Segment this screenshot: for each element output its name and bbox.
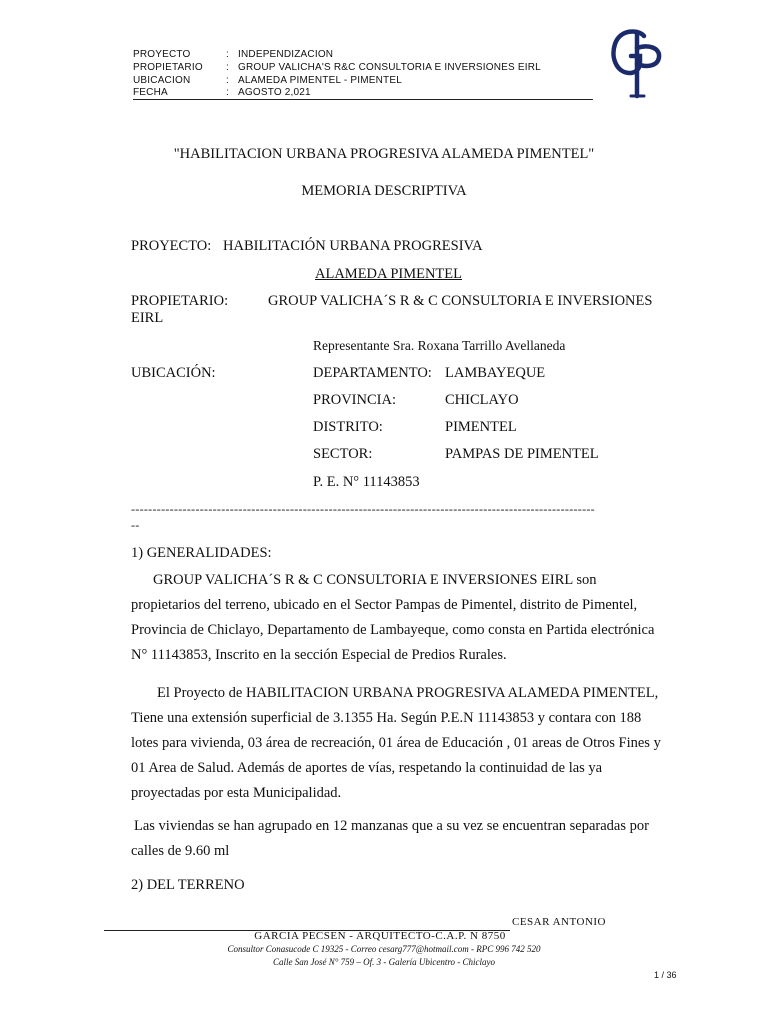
section-terreno-heading: 2) DEL TERRENO [131, 877, 245, 893]
paragraph-line: proyectadas por esta Municipalidad. [131, 785, 342, 801]
paragraph-line: calles de 9.60 ml [131, 843, 230, 859]
separator-line: ------------------------------------------------------------------------------------------------------------ [131, 502, 595, 516]
header-label-fecha: FECHA [133, 87, 168, 98]
header-value-propietario: GROUP VALICHA'S R&C CONSULTORIA E INVERSIONES EIRL [238, 62, 541, 73]
header-label-propietario: PROPIETARIO [133, 62, 203, 73]
header-value-fecha: AGOSTO 2,021 [238, 87, 311, 98]
location-value-provincia: CHICLAYO [445, 392, 519, 408]
owner-value-line1: GROUP VALICHA´S R & C CONSULTORIA E INVERSIONES [268, 293, 653, 309]
paragraph-project [131, 681, 662, 806]
header-rule [133, 99, 593, 100]
page-number: 1 / 36 [654, 970, 677, 980]
location-value-distrito: PIMENTEL [445, 419, 517, 435]
location-label: UBICACIÓN: [131, 365, 216, 381]
owner-label: PROPIETARIO: [131, 293, 229, 309]
location-key-distrito: DISTRITO: [313, 419, 383, 435]
project-label: PROYECTO: [131, 238, 212, 254]
owner-representative: Representante Sra. Roxana Tarrillo Avellaneda [313, 338, 566, 353]
location-value-sector: PAMPAS DE PIMENTEL [445, 446, 599, 462]
footer-contact: Consultor Conasucode C 19325 - Correo cesarg777@hotmail.com - RPC 996 742 520 [227, 944, 541, 954]
document-title: "HABILITACION URBANA PROGRESIVA ALAMEDA PIMENTEL" [173, 146, 595, 162]
paragraph-line: lotes para vivienda, 03 área de recreación, 01 área de Educación , 01 areas de Otros Fines y [131, 735, 661, 751]
footer-address: Calle San José N° 759 – Of. 3 - Galería Ubicentro - Chiclayo [273, 957, 495, 967]
header-value-ubicacion: ALAMEDA PIMENTEL - PIMENTEL [238, 75, 402, 86]
separator-line-continued: -- [131, 518, 140, 532]
document-subtitle: MEMORIA DESCRIPTIVA [301, 183, 467, 199]
footer-architect: GARCIA PECSEN - ARQUITECTO-C.A.P. N 8750 [254, 930, 506, 942]
header-colon: : [226, 75, 229, 86]
location-value-departamento: LAMBAYEQUE [445, 365, 546, 381]
paragraph-owners [131, 568, 662, 668]
paragraph-line: propietarios del terreno, ubicado en el Sector Pampas de Pimentel, distrito de Pimentel, [131, 597, 638, 613]
paragraph-line: GROUP VALICHA´S R & C CONSULTORIA E INVERSIONES EIRL son [153, 572, 597, 588]
paragraph-line: El Proyecto de HABILITACION URBANA PROGRESIVA ALAMEDA PIMENTEL, [157, 685, 659, 701]
location-key-departamento: DEPARTAMENTO: [313, 365, 432, 381]
location-key-provincia: PROVINCIA: [313, 392, 396, 408]
header-colon: : [226, 62, 229, 73]
signature-name: CESAR ANTONIO [512, 916, 607, 928]
gp-logo-icon [604, 26, 666, 100]
paragraph-line: N° 11143853, Inscrito en la sección Especial de Predios Rurales. [131, 647, 507, 663]
project-value-line1: HABILITACIÓN URBANA PROGRESIVA [223, 238, 483, 254]
paragraph-line: Tiene una extensión superficial de 3.1355 Ha. Según P.E.N 11143853 y contara con 188 [131, 710, 642, 726]
paragraph-manzanas [131, 814, 662, 864]
location-key-sector: SECTOR: [313, 446, 373, 462]
header-colon: : [226, 87, 229, 98]
header-label-ubicacion: UBICACION [133, 75, 191, 86]
owner-value-line2: EIRL [131, 310, 164, 326]
header-value-proyecto: INDEPENDIZACION [238, 49, 334, 60]
header-colon: : [226, 49, 229, 60]
paragraph-line: Las viviendas se han agrupado en 12 manzanas que a su vez se encuentran separadas por [134, 818, 649, 834]
location-pen: P. E. N° 11143853 [313, 474, 420, 490]
paragraph-line: Provincia de Chiclayo, Departamento de Lambayeque, como consta en Partida electrónica [131, 622, 655, 638]
paragraph-line: 01 Area de Salud. Además de aportes de vías, respetando la continuidad de las ya [131, 760, 603, 776]
header-label-proyecto: PROYECTO [133, 49, 191, 60]
project-value-line2: ALAMEDA PIMENTEL [315, 266, 463, 282]
section-generalidades-heading: 1) GENERALIDADES: [131, 545, 272, 561]
